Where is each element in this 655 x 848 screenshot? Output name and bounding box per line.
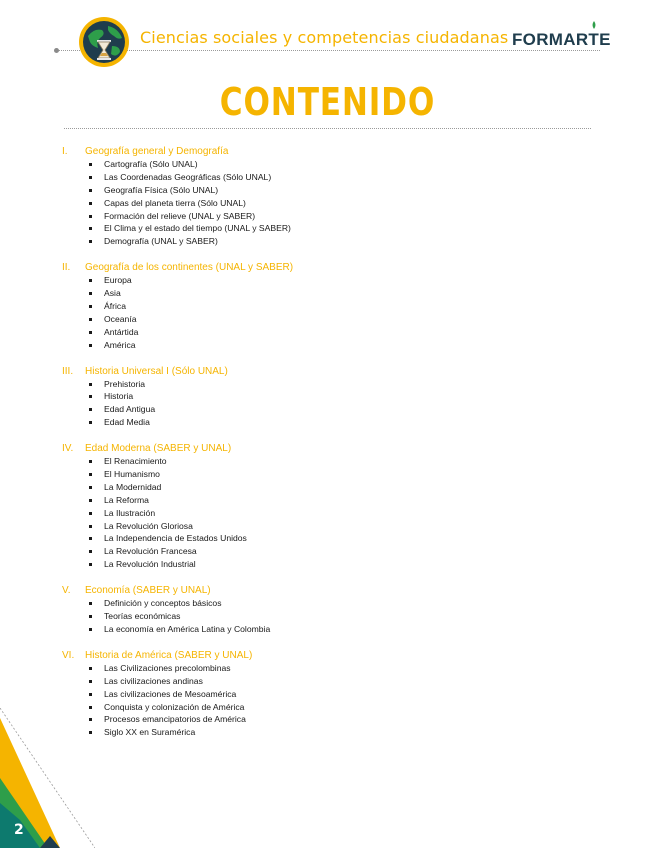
list-item: Europa (62, 274, 622, 287)
list-item: Asia (62, 287, 622, 300)
list-item: África (62, 300, 622, 313)
list-item: Siglo XX en Suramérica (62, 726, 622, 739)
globe-hourglass-icon (78, 16, 130, 68)
list-item: Geografía Física (Sólo UNAL) (62, 184, 622, 197)
section-number: IV. (62, 443, 74, 455)
section-items (62, 378, 622, 430)
list-item: Antártida (62, 326, 622, 339)
page-number: 2 (14, 822, 24, 838)
formarte-logo: FORMARTE (512, 30, 611, 49)
section-heading (62, 442, 622, 455)
list-item: La Modernidad (62, 481, 622, 494)
header-title: Ciencias sociales y competencias ciudadanas (140, 28, 509, 47)
section-title: Historia Universal I (Sólo UNAL) (85, 365, 228, 377)
section-title: Edad Moderna (SABER y UNAL) (85, 443, 232, 455)
list-item: Las civilizaciones andinas (62, 675, 622, 688)
logo-leaf-icon (591, 21, 597, 29)
list-item: Capas del planeta tierra (Sólo UNAL) (62, 197, 622, 210)
list-item: La Revolución Industrial (62, 558, 622, 571)
section-number: I. (62, 146, 68, 157)
list-item: La economía en América Latina y Colombia (62, 623, 622, 636)
section-items (62, 662, 622, 739)
section-title: Geografía general y Demografía (85, 146, 229, 157)
list-item: Las Civilizaciones precolombinas (62, 662, 622, 675)
list-item: La Reforma (62, 494, 622, 507)
list-item: El Clima y el estado del tiempo (UNAL y SABER) (62, 222, 622, 235)
list-item: Las Coordenadas Geográficas (Sólo UNAL) (62, 171, 622, 184)
list-item: Conquista y colonización de América (62, 701, 622, 714)
list-item: El Humanismo (62, 468, 622, 481)
section-items (62, 158, 622, 248)
list-item: Historia (62, 390, 622, 403)
list-item: Edad Antigua (62, 403, 622, 416)
section-items (62, 597, 622, 636)
list-item: Las civilizaciones de Mesoamérica (62, 688, 622, 701)
section-title: Historia de América (SABER y UNAL) (85, 649, 253, 661)
header-divider (56, 50, 600, 51)
list-item: Prehistoria (62, 378, 622, 391)
toc-section (62, 649, 622, 739)
list-item: El Renacimiento (62, 455, 622, 468)
list-item: Formación del relieve (UNAL y SABER) (62, 210, 622, 223)
section-heading (62, 649, 622, 662)
toc-section (62, 442, 622, 571)
title-divider (64, 128, 591, 129)
section-title: Economía (SABER y UNAL) (85, 585, 211, 597)
section-number: VI. (62, 649, 75, 661)
header-divider-dot (54, 48, 59, 53)
toc-section (62, 584, 622, 636)
section-heading (62, 261, 622, 274)
list-item: Cartografía (Sólo UNAL) (62, 158, 622, 171)
list-item: Teorías económicas (62, 610, 622, 623)
list-item: Definición y conceptos básicos (62, 597, 622, 610)
list-item: Procesos emancipatorios de América (62, 713, 622, 726)
section-items (62, 274, 622, 351)
list-item: La Revolución Francesa (62, 545, 622, 558)
list-item: Oceanía (62, 313, 622, 326)
list-item: La Ilustración (62, 507, 622, 520)
section-heading (62, 584, 622, 597)
page-header (0, 0, 655, 80)
section-items (62, 455, 622, 571)
list-item: La Revolución Gloriosa (62, 520, 622, 533)
list-item: La Independencia de Estados Unidos (62, 532, 622, 545)
section-number: III. (62, 365, 74, 377)
section-title: Geografía de los continentes (UNAL y SABER) (85, 262, 294, 274)
toc-section (62, 261, 622, 351)
toc-section (62, 145, 622, 248)
section-number: II. (62, 262, 71, 274)
list-item: Edad Media (62, 416, 622, 429)
section-heading (62, 365, 622, 378)
list-item: Demografía (UNAL y SABER) (62, 235, 622, 248)
list-item: América (62, 339, 622, 352)
toc-section (62, 365, 622, 430)
table-of-contents (62, 145, 622, 752)
section-heading (62, 145, 622, 158)
page-title: CONTENIDO (219, 80, 436, 124)
section-number: V. (62, 585, 71, 597)
